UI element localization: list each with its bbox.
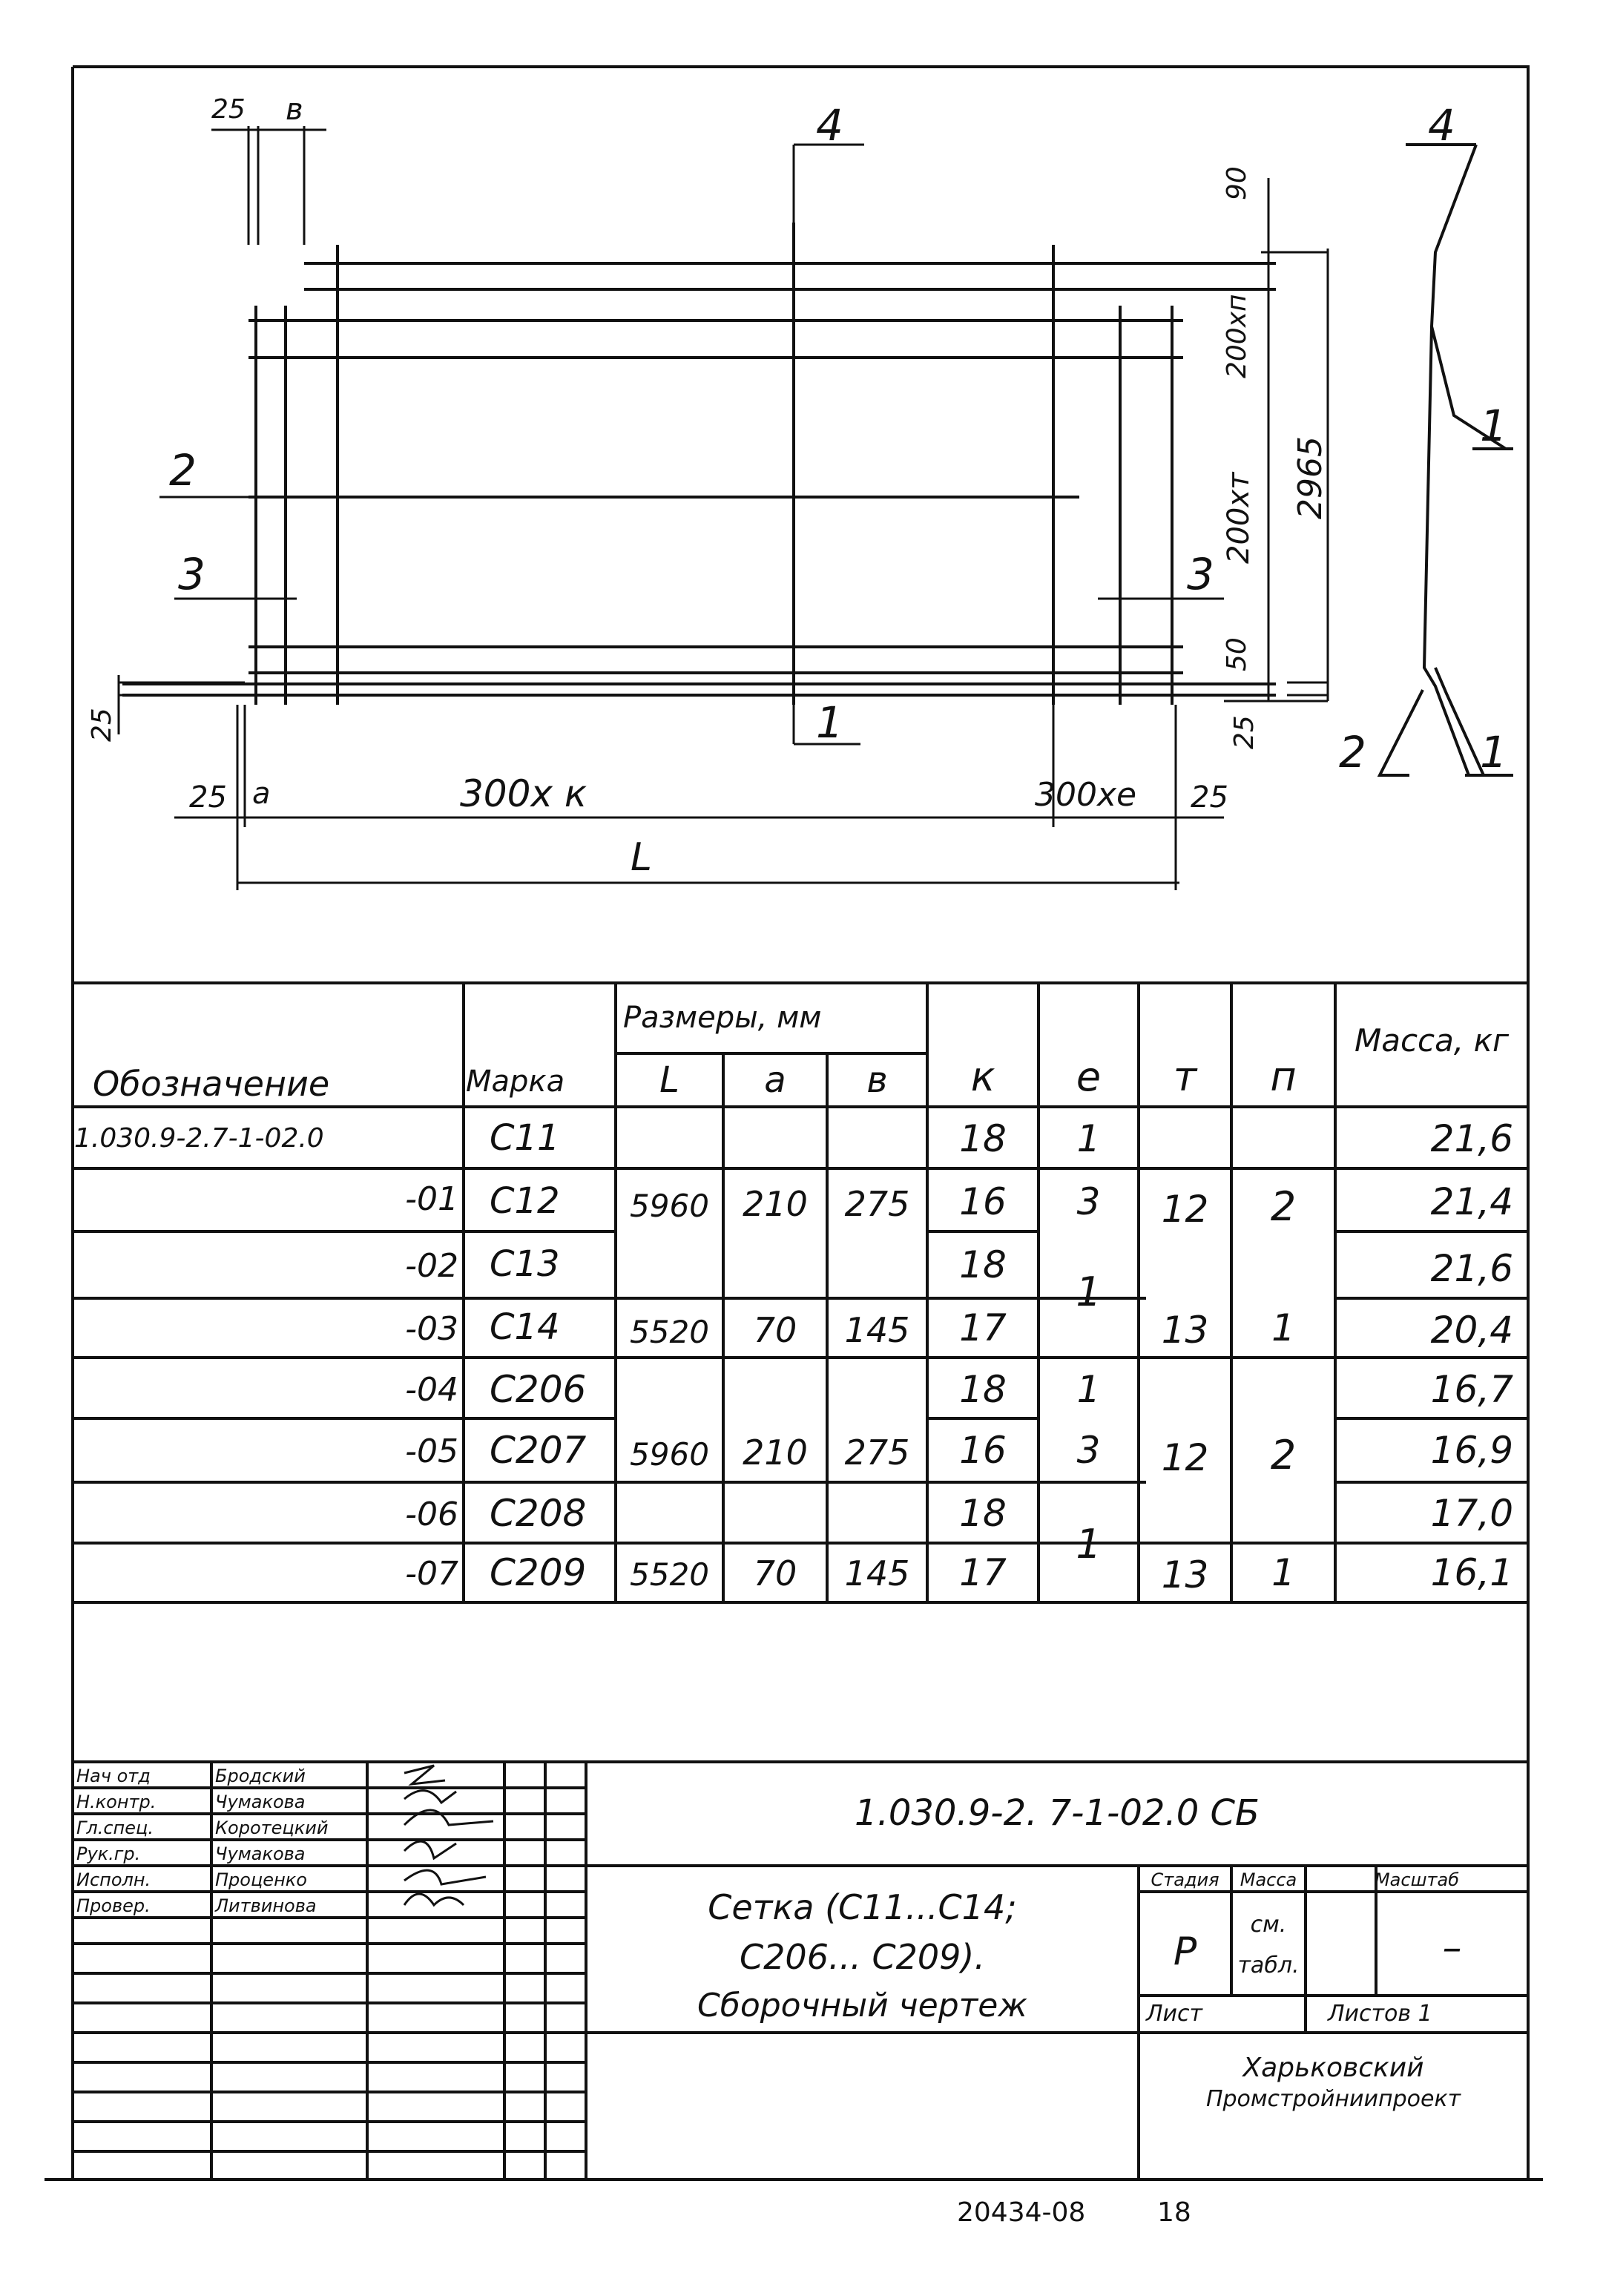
mass-value: табл. (1237, 1953, 1300, 1978)
organization-name: Промстройниипроект (1205, 2086, 1461, 2112)
cell-k: 17 (959, 1306, 1007, 1349)
cell-mass: 21,6 (1430, 1117, 1513, 1160)
dimension-text: 200хп (1222, 294, 1252, 378)
cell-k: 16 (959, 1180, 1007, 1223)
cell-e: 1 (1076, 1521, 1102, 1568)
sheet-label: Лист (1146, 2001, 1203, 2027)
cell-a: 70 (753, 1553, 797, 1593)
cell-k: 17 (959, 1551, 1007, 1594)
header-n: п (1270, 1053, 1297, 1100)
position-label: 4 (816, 100, 843, 151)
cell-b: 275 (844, 1184, 910, 1224)
position-label: 2 (1339, 727, 1366, 777)
stamp-name: Чумакова (215, 1792, 306, 1812)
scale-value: – (1442, 1926, 1462, 1970)
dimension-text: 25 (1191, 780, 1228, 815)
cell-b: 145 (844, 1310, 910, 1350)
row-mark: С208 (490, 1492, 587, 1535)
row-mark: С207 (490, 1429, 587, 1472)
archive-number: 20434-08 (957, 2197, 1086, 2228)
position-label: 3 (178, 549, 205, 599)
dimension-text: 300х к (460, 772, 587, 815)
sheets-label: Листов 1 (1328, 2001, 1432, 2027)
scale-label: Масштаб (1374, 1869, 1460, 1890)
stamp-role: Провер. (76, 1895, 151, 1916)
cell-mass: 21,6 (1430, 1247, 1513, 1290)
cell-mass: 17,0 (1430, 1492, 1513, 1535)
stamp-role: Н.контр. (76, 1792, 157, 1812)
cell-e: 1 (1076, 1368, 1101, 1411)
dimension-text: 25 (211, 94, 246, 125)
dimension-text: 50 (1222, 637, 1252, 671)
stamp-name: Проценко (215, 1869, 307, 1890)
position-label: 1 (816, 697, 843, 748)
stamp-role: Рук.гр. (76, 1843, 141, 1864)
stamp-role: Исполн. (76, 1869, 151, 1890)
row-mark: С11 (490, 1117, 560, 1159)
cell-n: 1 (1271, 1306, 1295, 1349)
cell-k: 18 (959, 1243, 1007, 1286)
cell-n: 1 (1271, 1551, 1295, 1594)
mesh-transverse-bars (256, 223, 1172, 705)
stamp-name: Чумакова (215, 1843, 306, 1864)
row-mark: С13 (490, 1243, 560, 1285)
cell-m: 13 (1161, 1553, 1209, 1596)
stamp-name: Коротецкий (215, 1818, 329, 1838)
mass-value: см. (1250, 1912, 1287, 1938)
page-number: 18 (1157, 2197, 1191, 2228)
organization-name: Харьковский (1242, 2053, 1424, 2083)
header-b: в (866, 1059, 888, 1101)
header-e: е (1076, 1053, 1102, 1100)
cell-e: 3 (1076, 1429, 1101, 1472)
document-title-line: Сетка (С11...С14; (708, 1887, 1017, 1927)
dimension-text: 25 (87, 708, 117, 742)
header-sizes: Размеры, мм (623, 1001, 822, 1035)
dimension-text: 200хт (1222, 472, 1256, 564)
cell-e: 3 (1076, 1180, 1101, 1223)
cell-mass: 16,1 (1430, 1551, 1513, 1594)
cell-n: 2 (1270, 1432, 1297, 1478)
cell-k: 18 (959, 1368, 1007, 1411)
cell-e: 1 (1076, 1269, 1102, 1315)
position-label: 2 (169, 445, 197, 496)
cell-mass: 20,4 (1430, 1309, 1513, 1352)
stamp-role: Нач отд (76, 1766, 151, 1786)
row-mark: С12 (490, 1180, 560, 1222)
cell-k: 18 (959, 1492, 1007, 1535)
document-code: 1.030.9-2. 7-1-02.0 СБ (855, 1792, 1260, 1834)
cell-m: 12 (1161, 1436, 1209, 1479)
stamp-role: Гл.спец. (76, 1818, 154, 1838)
cell-m: 12 (1161, 1188, 1209, 1231)
dimension-text: 25 (189, 780, 227, 815)
header-designation: Обозначение (93, 1064, 330, 1104)
cell-m: 13 (1161, 1309, 1209, 1352)
dimension-text: L (631, 835, 652, 880)
cell-a: 210 (743, 1432, 808, 1473)
row-mark: С209 (490, 1551, 587, 1594)
cell-a: 70 (753, 1310, 797, 1350)
dimension-text: 90 (1222, 166, 1252, 200)
dimension-text: а (252, 777, 271, 811)
dimension-text: в (286, 93, 303, 127)
dimension-lines (119, 126, 1328, 890)
row-designation: -06 (405, 1496, 458, 1533)
row-mark: С206 (490, 1368, 587, 1411)
cell-L: 5960 (630, 1188, 709, 1224)
header-mass: Масса, кг (1354, 1022, 1510, 1059)
row-designation: -03 (405, 1310, 458, 1348)
mesh-longitudinal-bars (122, 263, 1276, 695)
dimension-text: 25 (1229, 715, 1260, 749)
cell-k: 18 (959, 1117, 1007, 1160)
dimension-text: 300хе (1035, 776, 1137, 814)
position-label: 1 (1480, 401, 1507, 451)
header-m: т (1173, 1053, 1197, 1100)
cell-b: 275 (844, 1432, 910, 1473)
header-L: L (659, 1059, 679, 1101)
cell-mass: 16,9 (1430, 1429, 1513, 1472)
cell-L: 5520 (630, 1556, 709, 1593)
mesh-side-view (1380, 145, 1513, 775)
cell-mass: 21,4 (1430, 1180, 1513, 1223)
stage-value: Р (1173, 1930, 1197, 1974)
position-label: 1 (1480, 727, 1507, 777)
stamp-name: Бродский (215, 1766, 306, 1786)
dimension-text: 2965 (1291, 436, 1329, 519)
mass-label: Масса (1240, 1869, 1297, 1890)
cell-b: 145 (844, 1553, 910, 1593)
row-designation: -04 (405, 1371, 458, 1409)
cell-mass: 16,7 (1430, 1368, 1513, 1411)
stage-label: Стадия (1151, 1869, 1219, 1890)
position-label: 3 (1187, 549, 1214, 599)
row-designation: -05 (405, 1432, 458, 1470)
row-designation: 1.030.9-2.7-1-02.0 (74, 1123, 324, 1154)
document-title-line: С206... С209). (740, 1937, 985, 1977)
row-designation: -01 (405, 1180, 458, 1218)
cell-e: 1 (1076, 1117, 1101, 1160)
row-designation: -02 (405, 1247, 458, 1285)
header-mark: Марка (466, 1065, 565, 1099)
cell-L: 5960 (630, 1436, 709, 1473)
cell-k: 16 (959, 1429, 1007, 1472)
document-title-line: Сборочный чертеж (697, 1987, 1028, 2024)
row-mark: С14 (490, 1306, 560, 1348)
row-designation: -07 (405, 1555, 458, 1593)
stamp-name: Литвинова (215, 1895, 317, 1916)
cell-L: 5520 (630, 1314, 709, 1350)
header-a: а (764, 1059, 786, 1101)
header-k: к (970, 1053, 995, 1100)
cell-n: 2 (1270, 1183, 1297, 1230)
cell-a: 210 (743, 1184, 808, 1224)
position-label: 4 (1428, 100, 1455, 151)
